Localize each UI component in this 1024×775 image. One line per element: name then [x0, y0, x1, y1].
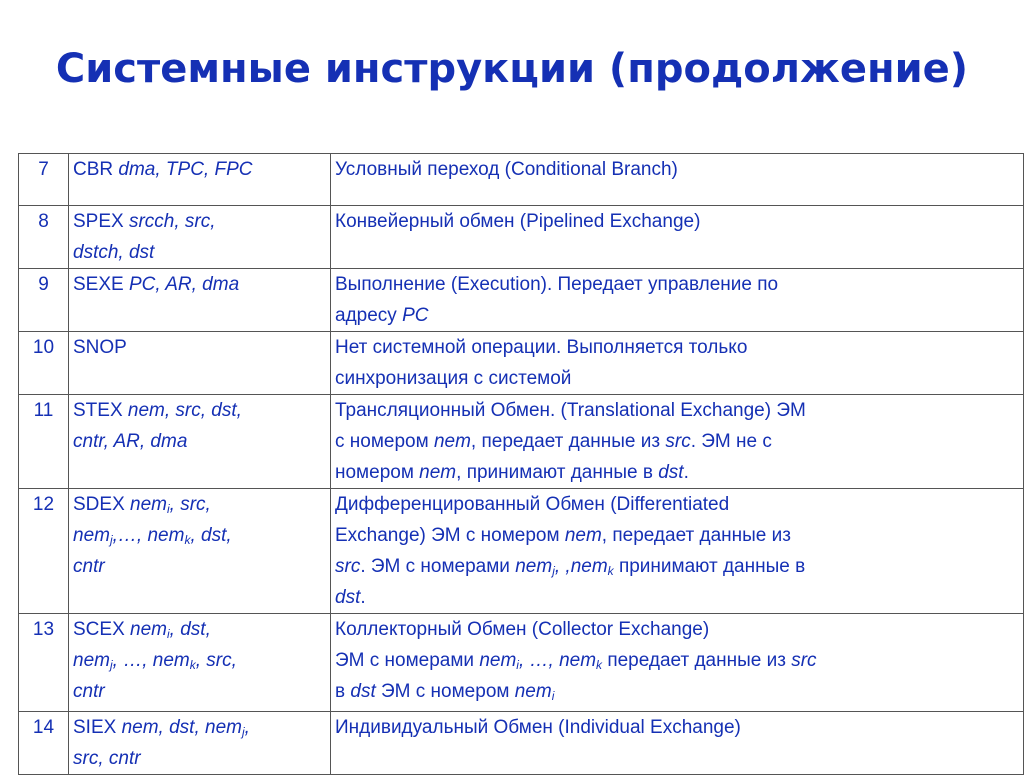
- operand: , dst,: [190, 525, 232, 546]
- description-text: . ЭМ с номерами: [360, 556, 510, 577]
- operand: , dma: [191, 274, 240, 295]
- instruction-cell: [69, 154, 331, 206]
- table-row: [19, 489, 1024, 614]
- term-subscript: k: [607, 564, 614, 578]
- row-number: 12: [19, 489, 69, 614]
- description-term: , …, nem: [518, 650, 597, 671]
- instruction-name: STEX: [73, 400, 123, 421]
- description-text: , принимают данные в: [456, 462, 653, 483]
- description-text: в: [335, 681, 346, 702]
- operand: , dst,: [169, 619, 211, 640]
- operand-subscript: k: [189, 658, 196, 672]
- operand: nem: [130, 494, 167, 515]
- operand: cntr, AR, dma: [73, 431, 188, 452]
- table-row: [19, 206, 1024, 269]
- operand: dma: [118, 159, 156, 180]
- description-term: dst: [350, 681, 376, 702]
- description-cell: [331, 489, 1024, 614]
- row-number: 10: [19, 332, 69, 395]
- instruction-name: SIEX: [73, 717, 117, 738]
- description-text: принимают данные в: [618, 556, 806, 577]
- description-text: Трансляционный Обмен. (Translational Exchange) ЭМ: [335, 400, 806, 421]
- description-text: Нет системной операции. Выполняется только: [335, 337, 748, 358]
- row-number: 9: [19, 269, 69, 332]
- operand-subscript: j: [109, 533, 113, 547]
- description-text: Exchange) ЭМ с номером: [335, 525, 560, 546]
- description-text: ЭМ с номером: [381, 681, 510, 702]
- operand: , TPC, FPC: [155, 159, 253, 180]
- instruction-cell: [69, 712, 331, 775]
- description-text: передает данные из: [607, 650, 786, 671]
- description-text: Выполнение (Execution). Передает управление по: [335, 274, 779, 295]
- description-term: nem: [515, 556, 553, 577]
- description-cell: [331, 395, 1024, 489]
- term-subscript: j: [552, 564, 555, 578]
- description-text: адресу: [335, 305, 397, 326]
- operand: , src,: [169, 494, 211, 515]
- description-term: src: [665, 431, 691, 452]
- instruction-cell: [69, 489, 331, 614]
- operand: , src,: [195, 650, 237, 671]
- term-subscript: i: [551, 689, 555, 703]
- operand: , …, nem: [112, 650, 190, 671]
- description-text: синхронизация с системой: [335, 368, 572, 389]
- description-term: nem: [564, 525, 602, 546]
- instruction-name: SPEX: [73, 211, 124, 232]
- description-term: src: [335, 556, 361, 577]
- operand-subscript: k: [184, 533, 191, 547]
- instruction-cell: [69, 395, 331, 489]
- instruction-cell: [69, 206, 331, 269]
- description-text: Коллекторный Обмен (Collector Exchange): [335, 619, 710, 640]
- description-term: dst: [658, 462, 684, 483]
- operand-subscript: j: [241, 725, 245, 739]
- table-row: [19, 395, 1024, 489]
- description-text: .: [360, 587, 366, 608]
- row-number: 11: [19, 395, 69, 489]
- instruction-name: SCEX: [73, 619, 125, 640]
- description-cell: Индивидуальный Обмен (Individual Exchange): [331, 712, 1024, 775]
- table-row: [19, 614, 1024, 712]
- operand: nem: [73, 525, 110, 546]
- description-term: nem: [479, 650, 517, 671]
- table-row: [19, 269, 1024, 332]
- description-text: Дифференцированный Обмен (Differentiated: [335, 494, 730, 515]
- table-row: [19, 712, 1024, 775]
- term-subscript: i: [516, 658, 519, 672]
- operand-subscript: i: [167, 502, 170, 516]
- operand: nem: [73, 650, 110, 671]
- instructions-table: [18, 153, 1024, 775]
- operand-subscript: j: [109, 658, 113, 672]
- operand: ,: [244, 717, 250, 738]
- description-term: src: [791, 650, 817, 671]
- description-text: номером: [335, 462, 414, 483]
- instruction-name: CBR: [73, 159, 114, 180]
- operand: cntr: [73, 556, 105, 577]
- description-text: ЭМ с номерами: [335, 650, 475, 671]
- operand: PC, AR: [128, 274, 192, 295]
- operand: ,…, nem: [112, 525, 185, 546]
- instruction-name: SEXE: [73, 274, 124, 295]
- operand: src, cntr: [73, 748, 141, 769]
- row-number: 13: [19, 614, 69, 712]
- row-number: 8: [19, 206, 69, 269]
- instruction-cell: [69, 269, 331, 332]
- instruction-cell: [69, 614, 331, 712]
- operand: nem, src, dst,: [127, 400, 242, 421]
- description-text: , передает данные из: [601, 525, 791, 546]
- description-text: , передает данные из: [470, 431, 661, 452]
- description-term: nem: [433, 431, 471, 452]
- table-row: [19, 154, 1024, 206]
- term-subscript: k: [596, 658, 603, 672]
- instruction-name: SNOP: [73, 337, 127, 358]
- table-row: [19, 332, 1024, 395]
- description-text: . ЭМ не с: [690, 431, 772, 452]
- description-cell: [331, 332, 1024, 395]
- operand: dstch, dst: [73, 242, 155, 263]
- slide-title: Системные инструкции (продолжение): [55, 46, 969, 92]
- description-term: dst: [335, 587, 361, 608]
- instruction-name: SDEX: [73, 494, 125, 515]
- operand: nem, dst, nem: [121, 717, 242, 738]
- description-cell: [331, 614, 1024, 712]
- operand: srcch, src,: [128, 211, 216, 232]
- instruction-cell: [69, 332, 331, 395]
- operand-subscript: i: [167, 627, 170, 641]
- description-term: , ,nem: [554, 556, 608, 577]
- description-cell: [331, 269, 1024, 332]
- description-term: nem: [514, 681, 552, 702]
- description-cell: Конвейерный обмен (Pipelined Exchange): [331, 206, 1024, 269]
- description-term: nem: [419, 462, 457, 483]
- description-text: .: [683, 462, 689, 483]
- description-term: PC: [402, 305, 429, 326]
- description-text: с номером: [335, 431, 429, 452]
- operand: nem: [130, 619, 167, 640]
- operand: cntr: [73, 681, 105, 702]
- row-number: 14: [19, 712, 69, 775]
- row-number: 7: [19, 154, 69, 206]
- description-cell: Условный переход (Conditional Branch): [331, 154, 1024, 206]
